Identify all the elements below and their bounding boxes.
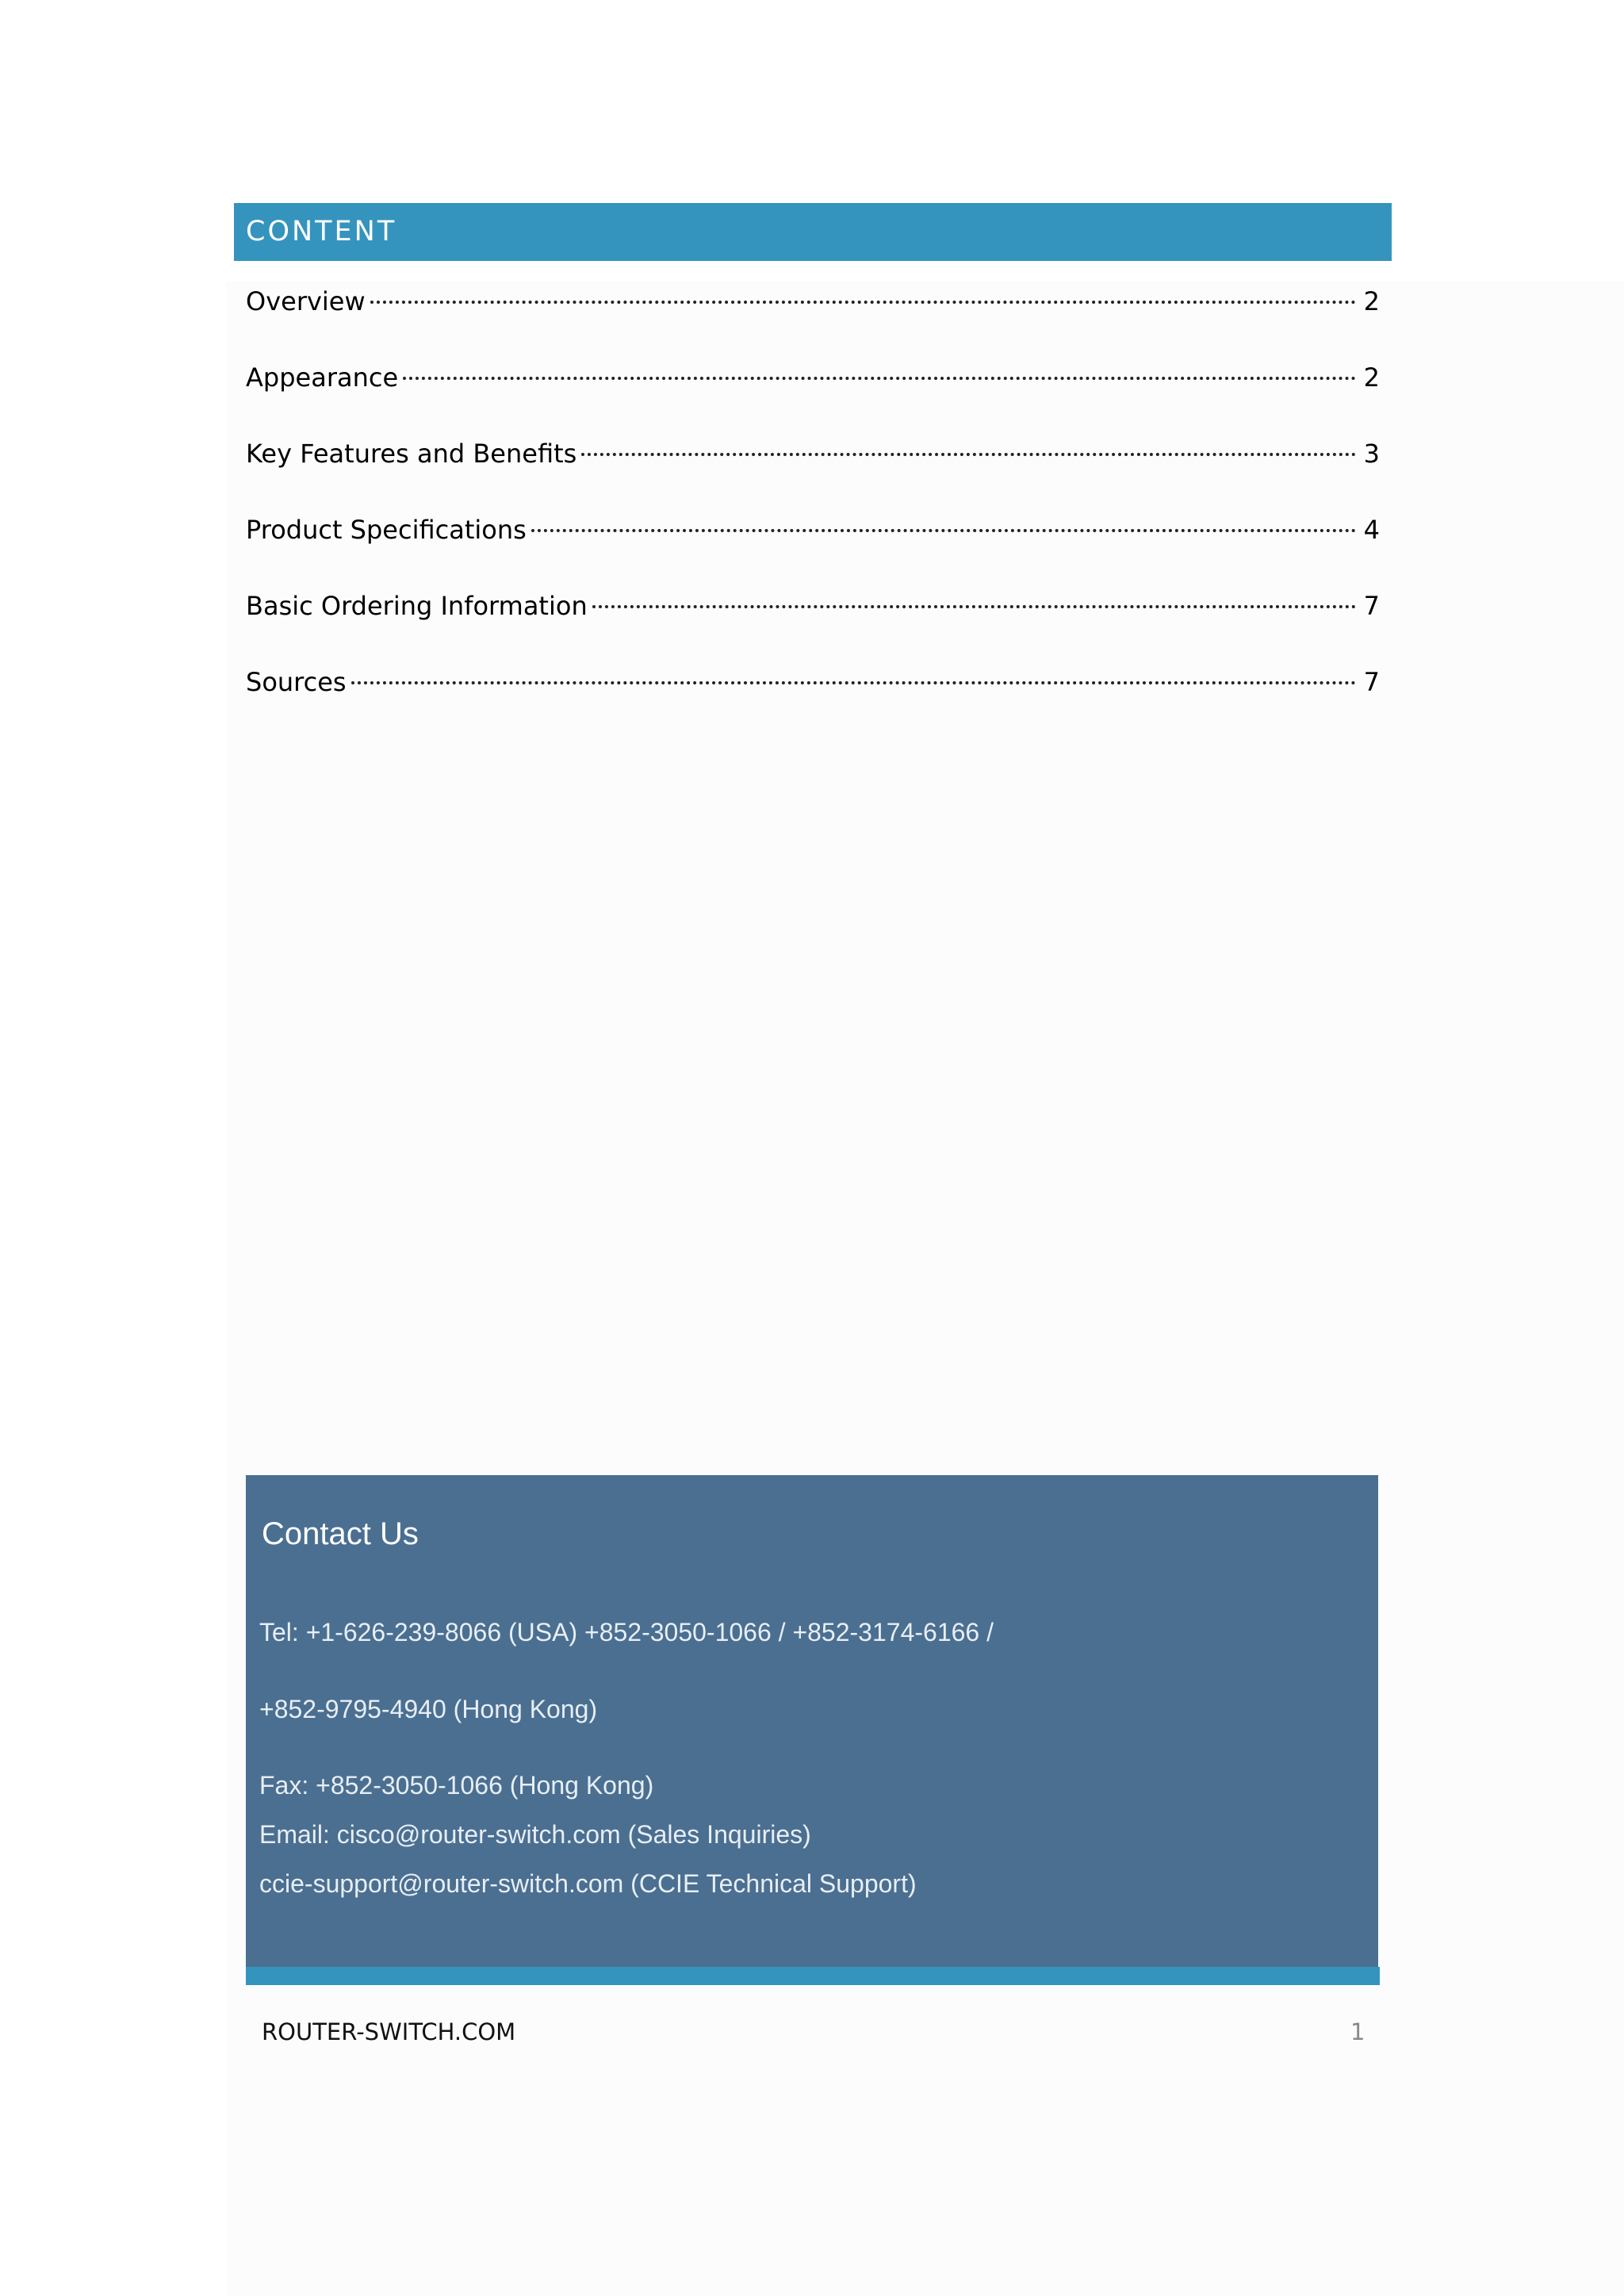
toc-heading: CONTENT <box>234 203 1392 261</box>
toc-entry-appearance[interactable] <box>246 354 1380 401</box>
contact-fax: Fax: +852-3050-1066 (Hong Kong) <box>259 1771 654 1800</box>
contact-accent-bar <box>246 1967 1380 1985</box>
dot-leader <box>370 301 1356 304</box>
toc-entry-key-features[interactable] <box>246 430 1380 477</box>
dot-leader <box>592 605 1356 608</box>
contact-email-sales[interactable]: Email: cisco@router-switch.com (Sales Inquiries) <box>259 1820 811 1849</box>
toc-entry-label: Appearance <box>246 362 399 393</box>
footer-page-number: 1 <box>1350 2018 1365 2045</box>
dot-leader <box>531 529 1356 532</box>
toc-entry-page: 7 <box>1363 591 1380 621</box>
toc-entry-sources[interactable] <box>246 658 1380 706</box>
toc-entry-overview[interactable] <box>246 278 1380 325</box>
dot-leader <box>351 681 1356 684</box>
toc-entry-label: Product Specifications <box>246 515 527 545</box>
toc-entry-label: Basic Ordering Information <box>246 591 588 621</box>
contact-email-support[interactable]: ccie-support@router-switch.com (CCIE Technical Support) <box>259 1869 917 1898</box>
toc-entry-label: Key Features and Benefits <box>246 439 577 469</box>
toc-entry-page: 2 <box>1363 362 1380 393</box>
toc-entry-product-specifications[interactable] <box>246 506 1380 554</box>
contact-tel-line-1: Tel: +1-626-239-8066 (USA) +852-3050-1066 / +852-3174-6166 / <box>259 1618 994 1646</box>
toc-entry-ordering-information[interactable] <box>246 582 1380 630</box>
contact-title: Contact Us <box>262 1516 419 1551</box>
toc-entry-label: Overview <box>246 286 366 316</box>
toc-entry-page: 7 <box>1363 667 1380 697</box>
footer-brand: ROUTER-SWITCH.COM <box>262 2018 516 2045</box>
dot-leader <box>581 453 1355 456</box>
toc-entry-page: 4 <box>1363 515 1380 545</box>
toc-entry-page: 2 <box>1363 286 1380 316</box>
toc-entry-label: Sources <box>246 667 347 697</box>
toc-entry-page: 3 <box>1363 439 1380 469</box>
dot-leader <box>403 377 1356 380</box>
contact-tel-line-2: +852-9795-4940 (Hong Kong) <box>259 1695 598 1723</box>
